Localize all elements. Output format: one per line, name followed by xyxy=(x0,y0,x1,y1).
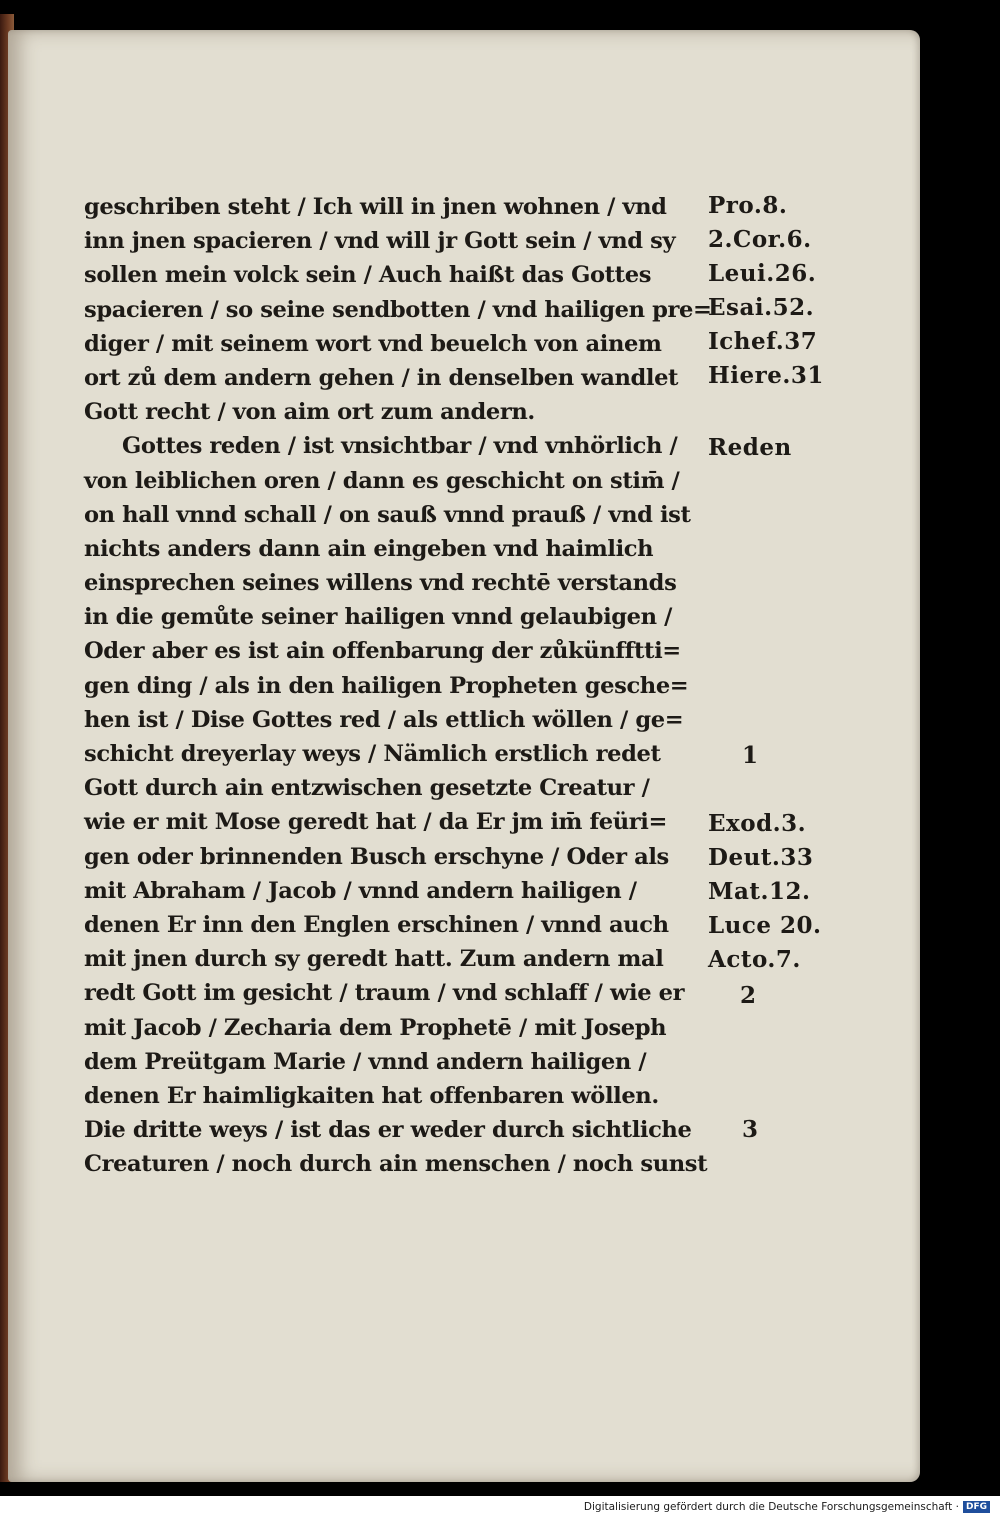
text-line: Die dritte weys / ist das er weder durch sichtliche xyxy=(84,1117,692,1144)
text-line: diger / mit seinem wort vnd beuelch von ainem xyxy=(84,330,662,357)
text-line: schicht dreyerlay weys / Nämlich erstlich redet xyxy=(84,741,661,767)
text-line: wie er mit Mose geredt hat / da Er jm im̄ feüri= xyxy=(84,809,668,836)
text-line: denen Er inn den Englen erschinen / vnnd auch xyxy=(84,911,669,938)
text-line: in die gemůte seiner hailigen vnnd gelaubigen / xyxy=(84,604,672,631)
text-line: inn jnen spacieren / vnd will jr Gott sein / vnd sy xyxy=(84,228,676,255)
dfg-logo: DFG xyxy=(963,1501,990,1513)
margin-note-2-cor-6: 2.Cor.6. xyxy=(708,226,812,253)
text-line: Gottes reden / ist vnsichtbar / vnd vnhörlich / xyxy=(122,433,678,460)
text-line: Gott recht / von aim ort zum andern. xyxy=(84,399,535,426)
text-line: Creaturen / noch durch ain menschen / noch sunst xyxy=(84,1151,708,1178)
text-line: redt Gott im gesicht / traum / vnd schlaff / wie er xyxy=(84,980,685,1007)
digitization-footer xyxy=(584,1500,990,1514)
margin-note-leui-26: Leui.26. xyxy=(708,260,817,287)
text-line: mit Jacob / Zecharia dem Prophetē / mit Joseph xyxy=(84,1014,667,1041)
text-line: gen ding / als in den hailigen Propheten gesche= xyxy=(84,672,689,699)
text-line: mit jnen durch sy geredt hatt. Zum andern mal xyxy=(84,946,664,973)
margin-note-deut-33: Deut.33 xyxy=(708,844,814,871)
text-line: geschriben steht / Ich will in jnen wohnen / vnd xyxy=(84,194,667,220)
margin-note-mat-12: Mat.12. xyxy=(708,878,811,905)
margin-note-number-3: 3 xyxy=(742,1116,759,1143)
margin-note-esai-52: Esai.52. xyxy=(708,294,815,321)
text-line: on hall vnnd schall / on sauß vnnd prauß / vnd ist xyxy=(84,501,691,528)
text-line: denen Er haimligkaiten hat offenbaren wöllen. xyxy=(84,1082,659,1109)
text-line: gen oder brinnenden Busch erschyne / Oder als xyxy=(84,843,669,870)
margin-note-pro-8: Pro.8. xyxy=(708,192,788,219)
text-line: nichts anders dann ain eingeben vnd haimlich xyxy=(84,535,654,562)
margin-note-luce-20: Luce 20. xyxy=(708,912,822,939)
text-line: hen ist / Dise Gottes red / als ettlich wöllen / ge= xyxy=(84,706,684,733)
main-text-block xyxy=(84,190,712,1181)
text-line: spacieren / so seine sendbotten / vnd hailigen pre= xyxy=(84,296,712,323)
margin-note-reden: Reden xyxy=(708,434,792,461)
text-line: dem Preütgam Marie / vnnd andern hailigen / xyxy=(84,1048,647,1075)
margin-note-exod-3: Exod.3. xyxy=(708,810,807,837)
margin-note-hiere-31: Hiere.31 xyxy=(708,362,824,389)
margin-note-number-2: 2 xyxy=(740,982,757,1009)
text-line: mit Abraham / Jacob / vnnd andern hailigen / xyxy=(84,877,637,904)
margin-note-acto-7: Acto.7. xyxy=(708,946,801,973)
text-line: von leiblichen oren / dann es geschicht on stim̄ / xyxy=(84,467,680,494)
text-line: ort zů dem andern gehen / in denselben wandlet xyxy=(84,364,679,391)
margin-note-number-1: 1 xyxy=(742,742,759,769)
text-line: Gott durch ain entzwischen gesetzte Creatur / xyxy=(84,775,650,802)
text-line: Oder aber es ist ain offenbarung der zůkünfftti= xyxy=(84,638,681,665)
margin-note-ichef-37: Ichef.37 xyxy=(708,328,818,355)
text-line: einsprechen seines willens vnd rechtē verstands xyxy=(84,570,677,597)
book-page xyxy=(8,30,920,1482)
footer-credit-text: Digitalisierung gefördert durch die Deutsche Forschungsgemeinschaft · xyxy=(583,1501,959,1513)
text-line: sollen mein volck sein / Auch haißt das Gottes xyxy=(84,262,652,289)
